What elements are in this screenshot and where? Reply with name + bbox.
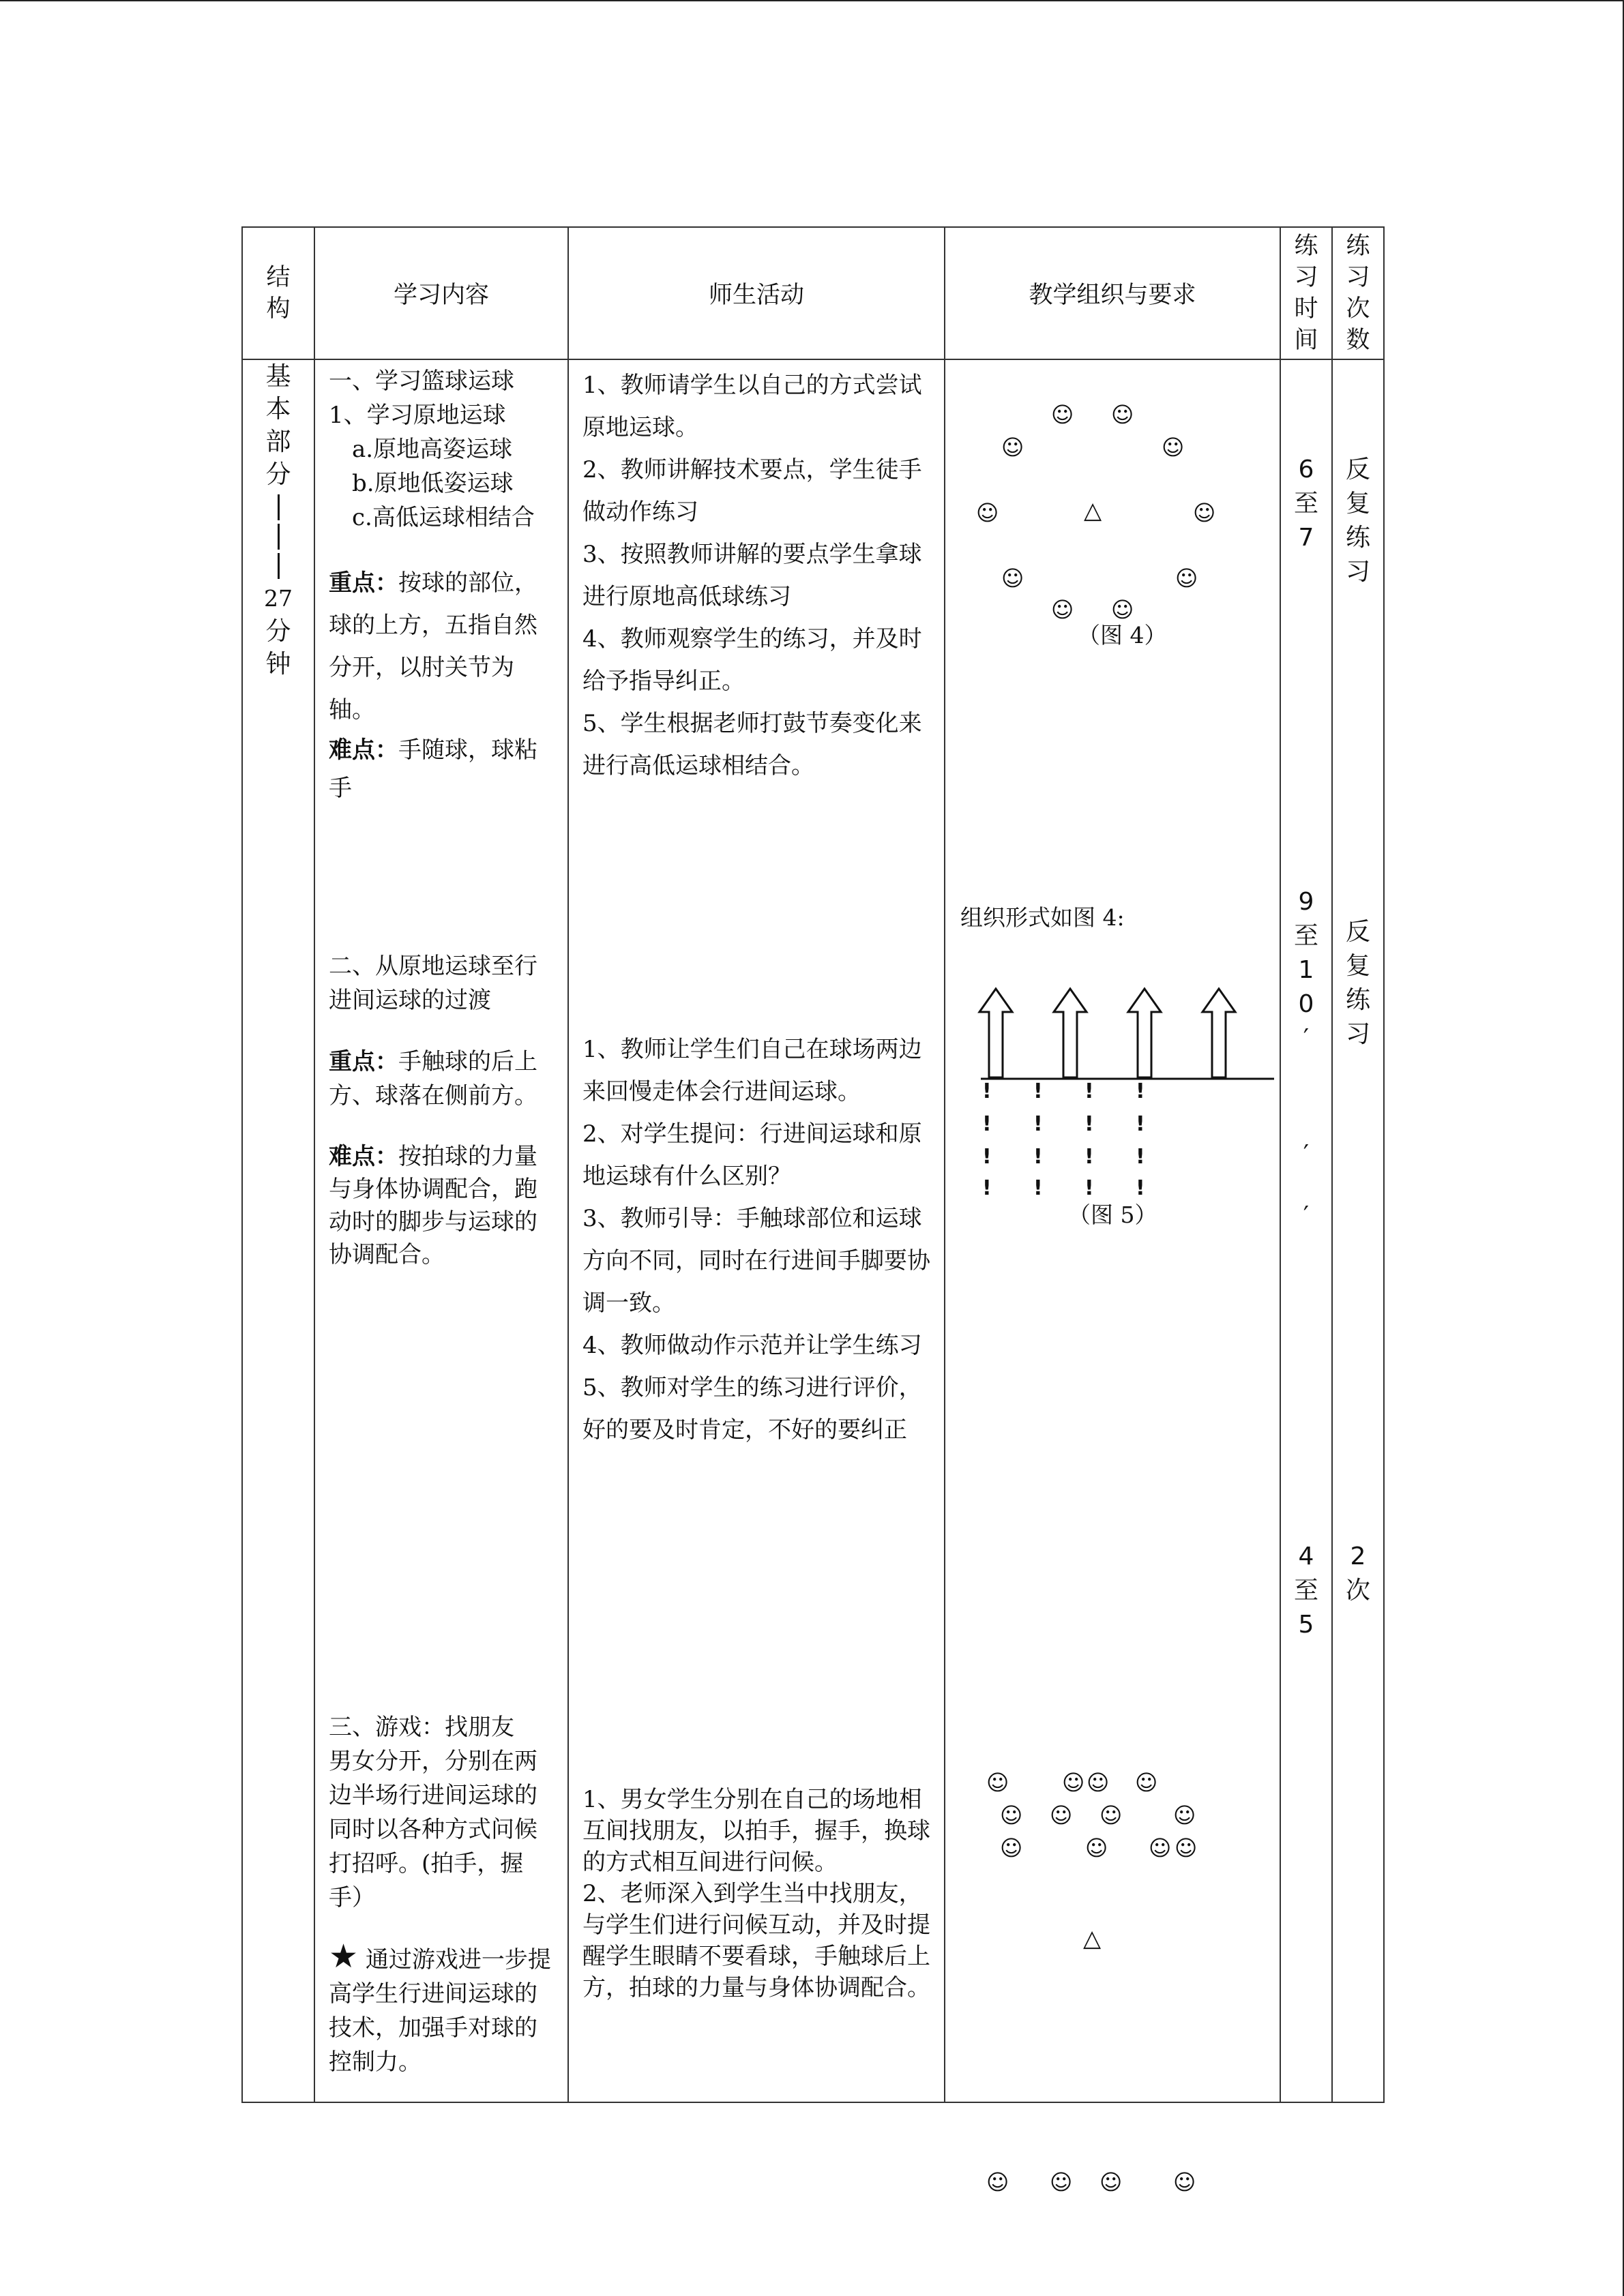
structure-label <box>243 360 314 491</box>
page-top-border <box>0 0 1624 1</box>
vertical-char: 至 <box>1293 490 1318 518</box>
student-icon: ☺ <box>1062 1770 1085 1795</box>
student-icon: ☺ <box>1000 1802 1023 1828</box>
vertical-char: 部 <box>265 427 291 456</box>
student-icon: ☺ <box>1085 1835 1108 1861</box>
vertical-char: 习 <box>1345 1020 1370 1048</box>
arrow-up-icon <box>1054 989 1087 1077</box>
student-icon: ☺ <box>1193 500 1216 526</box>
student-marker: ! <box>1136 1176 1145 1200</box>
vertical-char: 5 <box>1298 1611 1314 1639</box>
student-marker: ! <box>1136 1112 1145 1136</box>
arrow-up-icon <box>979 989 1012 1077</box>
arrow-up-icon <box>1202 989 1235 1077</box>
student-icon: ☺ <box>1173 1802 1196 1828</box>
student-marker: ! <box>1033 1145 1043 1169</box>
vertical-char: 2 <box>1350 1542 1366 1570</box>
section-1-subtitle: 1、学习原地运球 <box>329 402 506 429</box>
header-char: 间 <box>1294 327 1318 354</box>
figure-4-caption: （图 4） <box>1078 622 1167 648</box>
organization-cell <box>945 359 1280 2195</box>
key-text: 手触球的后上方、球落在侧前方。 <box>329 1048 537 1109</box>
student-marker: ! <box>1033 1079 1043 1103</box>
student-marker: ! <box>982 1145 992 1169</box>
activity-cell <box>568 359 945 2102</box>
structure-bar <box>278 524 280 550</box>
section-1-content <box>315 364 567 807</box>
teacher-icon: △ <box>1084 497 1102 524</box>
activity-item: 5、学生根据老师打鼓节奏变化来进行高低运球相结合。 <box>582 710 922 779</box>
activity-item: 2、老师深入到学生当中找朋友，与学生们进行问候互动，并及时提醒学生眼睛不要看球，手触球后上方，拍球的力量与身体协调配合。 <box>582 1880 930 2001</box>
vertical-char: 习 <box>1345 558 1370 586</box>
lesson-plan-table <box>241 226 1385 2195</box>
header-count <box>1332 227 1384 359</box>
student-marker: ! <box>982 1112 992 1136</box>
header-activity: 师生活动 <box>568 227 945 359</box>
student-icon: ☺ <box>1175 565 1198 591</box>
figure-5-caption: （图 5） <box>1068 1202 1157 1228</box>
section-3-content <box>315 1710 567 2079</box>
figure-5-intro: 组织形式如图 4: <box>960 904 1125 931</box>
student-icon: ☺ <box>1175 1835 1198 1861</box>
goal-text: 通过游戏进一步提高学生行进间运球的技术，加强手对球的控制力。 <box>329 1946 551 2076</box>
vertical-char: 练 <box>1345 524 1370 552</box>
vertical-char: ′ <box>1303 1024 1310 1052</box>
student-marker: ! <box>1084 1145 1094 1169</box>
difficulty-text: 手随球，球粘手 <box>329 736 537 802</box>
vertical-char: 本 <box>265 394 291 423</box>
vertical-char: ′ <box>1303 1140 1310 1168</box>
student-icon: ☺ <box>1001 434 1024 460</box>
star-icon: ★ <box>329 1937 359 1976</box>
section-2-difficulty <box>329 1140 558 1271</box>
content-cell <box>314 359 568 2102</box>
student-icon: ☺ <box>986 1770 1009 1795</box>
header-char: 练 <box>1346 233 1370 260</box>
difficulty-text: 按拍球的力量与身体协调配合，跑动时的脚步与运球的协调配合。 <box>329 1143 537 1268</box>
section-3-text: 男女分开，分别在两边半场行进间运球的同时以各种方式问候打招呼。(拍手，握手） <box>329 1748 537 1911</box>
student-icon: ☺ <box>1050 1802 1073 1828</box>
student-marker: ! <box>982 1079 992 1103</box>
section-1-item: c.高低运球相结合 <box>352 504 535 531</box>
structure-minutes: 27 <box>264 585 293 612</box>
structure-bar <box>278 553 280 579</box>
section-2-activities <box>569 1028 944 1451</box>
direction-arrows <box>945 906 1281 1287</box>
student-icon: ☺ <box>1099 1802 1123 1828</box>
activity-item: 1、教师让学生们自己在球场两边来回慢走体会行进间运球。 <box>582 1036 922 1105</box>
student-icon: ☺ <box>1099 2169 1123 2195</box>
student-icon: ☺ <box>1000 1835 1023 1861</box>
activity-item: 2、对学生提问：行进间运球和原 <box>582 1120 922 1148</box>
vertical-char: 6 <box>1298 456 1314 483</box>
key-text: 按球的部位，球的上方，五指自然分开，以肘关节为轴。 <box>329 569 537 724</box>
header-char: 练 <box>1294 233 1318 260</box>
activity-item: 2、教师讲解技术要点，学生徒手做动作练习 <box>582 456 922 526</box>
activity-item: 4、教师观察学生的练习，并及时给予指导纠正。 <box>582 625 922 695</box>
header-char: 构 <box>266 295 291 323</box>
section-3-goal <box>329 1939 558 2079</box>
header-char: 结 <box>266 264 291 291</box>
student-icon: ☺ <box>1111 402 1134 428</box>
key-label: 重点： <box>329 569 398 597</box>
section-1-item: a.原地高姿运球 <box>352 436 513 463</box>
body-row <box>242 359 1384 2102</box>
student-icon: ☺ <box>1111 597 1134 623</box>
section-1-key <box>329 562 558 731</box>
structure-unit <box>243 615 314 681</box>
vertical-char: 反 <box>1345 456 1370 483</box>
vertical-char: 至 <box>1293 1577 1318 1605</box>
vertical-char: 4 <box>1298 1542 1314 1570</box>
student-icon: ☺ <box>1087 1770 1110 1795</box>
vertical-char: 0 <box>1298 990 1314 1018</box>
vertical-char: 复 <box>1345 952 1370 980</box>
vertical-char: 次 <box>1345 1577 1370 1605</box>
section-1-difficulty <box>329 731 558 807</box>
vertical-char: 9 <box>1298 888 1314 916</box>
vertical-char: 练 <box>1345 986 1370 1014</box>
vertical-char: 钟 <box>265 649 291 679</box>
arrow-up-icon <box>1128 989 1161 1077</box>
student-icon: ☺ <box>1135 1770 1158 1795</box>
vertical-char: 反 <box>1345 918 1370 946</box>
student-marker: ! <box>1136 1079 1145 1103</box>
section-1-title: 一、学习篮球运球 <box>329 368 514 395</box>
time-cell <box>1280 359 1332 2102</box>
vertical-char: 分 <box>265 460 291 489</box>
activity-item: 1、教师请学生以自己的方式尝试原地运球。 <box>582 372 922 441</box>
student-icon: ☺ <box>1050 2169 1073 2195</box>
vertical-char: 基 <box>265 361 291 391</box>
student-marker: ! <box>1084 1176 1094 1200</box>
student-marker: ! <box>1084 1079 1094 1103</box>
student-marker: ! <box>1084 1112 1094 1136</box>
header-char: 习 <box>1346 264 1370 291</box>
header-time <box>1280 227 1332 359</box>
activity-item: 地运球有什么区别？ <box>582 1163 791 1190</box>
activity-item: 4、教师做动作示范并让学生练习 <box>582 1332 922 1359</box>
student-marker: ! <box>1033 1176 1043 1200</box>
student-marker: ! <box>1033 1112 1043 1136</box>
vertical-char: ′ <box>1303 1202 1310 1229</box>
student-icon: ☺ <box>1173 2169 1196 2195</box>
student-icon: ☺ <box>1149 1835 1172 1861</box>
header-char: 次 <box>1346 295 1370 323</box>
header-structure <box>242 227 314 359</box>
student-icon: ☺ <box>1051 402 1074 428</box>
section-2-key <box>329 1045 558 1113</box>
vertical-char: 复 <box>1345 490 1370 518</box>
vertical-char: 1 <box>1298 956 1314 984</box>
section-1-activities <box>569 364 944 787</box>
structure-bar <box>278 494 280 520</box>
section-2-content <box>315 949 567 1271</box>
difficulty-label: 难点： <box>329 736 398 764</box>
section-1-item: b.原地低姿运球 <box>352 470 514 497</box>
header-char: 习 <box>1294 264 1318 291</box>
student-icon: ☺ <box>1001 565 1024 591</box>
student-icon: ☺ <box>976 500 999 526</box>
figure-5-formation <box>945 906 1281 1315</box>
header-char: 数 <box>1346 327 1370 354</box>
difficulty-label: 难点： <box>329 1143 398 1170</box>
header-char: 时 <box>1294 295 1318 323</box>
header-content: 学习内容 <box>314 227 568 359</box>
student-icon: ☺ <box>1162 434 1185 460</box>
vertical-char: 7 <box>1298 524 1314 552</box>
activity-item: 5、教师对学生的练习进行评价，好的要及时肯定，不好的要纠正 <box>582 1374 922 1444</box>
key-label: 重点： <box>329 1048 398 1075</box>
activity-item: 3、按照教师讲解的要点学生拿球进行原地高低球练习 <box>582 541 922 610</box>
section-2-time <box>1281 885 1331 1233</box>
count-cell <box>1332 359 1384 2102</box>
section-1-time <box>1281 453 1331 555</box>
section-3-count <box>1333 1540 1383 1608</box>
student-icon: ☺ <box>986 2169 1009 2195</box>
student-icon: ☺ <box>1051 597 1074 623</box>
header-row <box>242 227 1384 359</box>
figure-4-formation <box>945 360 1281 701</box>
teacher-icon: △ <box>1083 1925 1102 1952</box>
section-1-count <box>1333 453 1383 589</box>
activity-item: 3、教师引导：手触球部位和运球方向不同，同时在行进间手脚要协调一致。 <box>582 1205 930 1317</box>
activity-item: 1、男女学生分别在自己的场地相互间找朋友，以拍手，握手，换球的方式相互间进行问候。 <box>582 1786 930 1876</box>
section-3-title: 三、游戏：找朋友 <box>329 1714 514 1741</box>
figure-6-formation-bottom <box>945 1925 1281 2201</box>
student-marker: ! <box>1136 1145 1145 1169</box>
section-2-count <box>1333 915 1383 1052</box>
student-marker: ! <box>982 1176 992 1200</box>
section-3-activities <box>569 1784 944 2003</box>
section-3-time <box>1281 1540 1331 1642</box>
vertical-char: 至 <box>1293 922 1318 950</box>
header-organization: 教学组织与要求 <box>945 227 1280 359</box>
section-2-title: 二、从原地运球至行进间运球的过渡 <box>329 953 537 1014</box>
structure-cell <box>242 359 314 2102</box>
vertical-char: 分 <box>265 616 291 646</box>
